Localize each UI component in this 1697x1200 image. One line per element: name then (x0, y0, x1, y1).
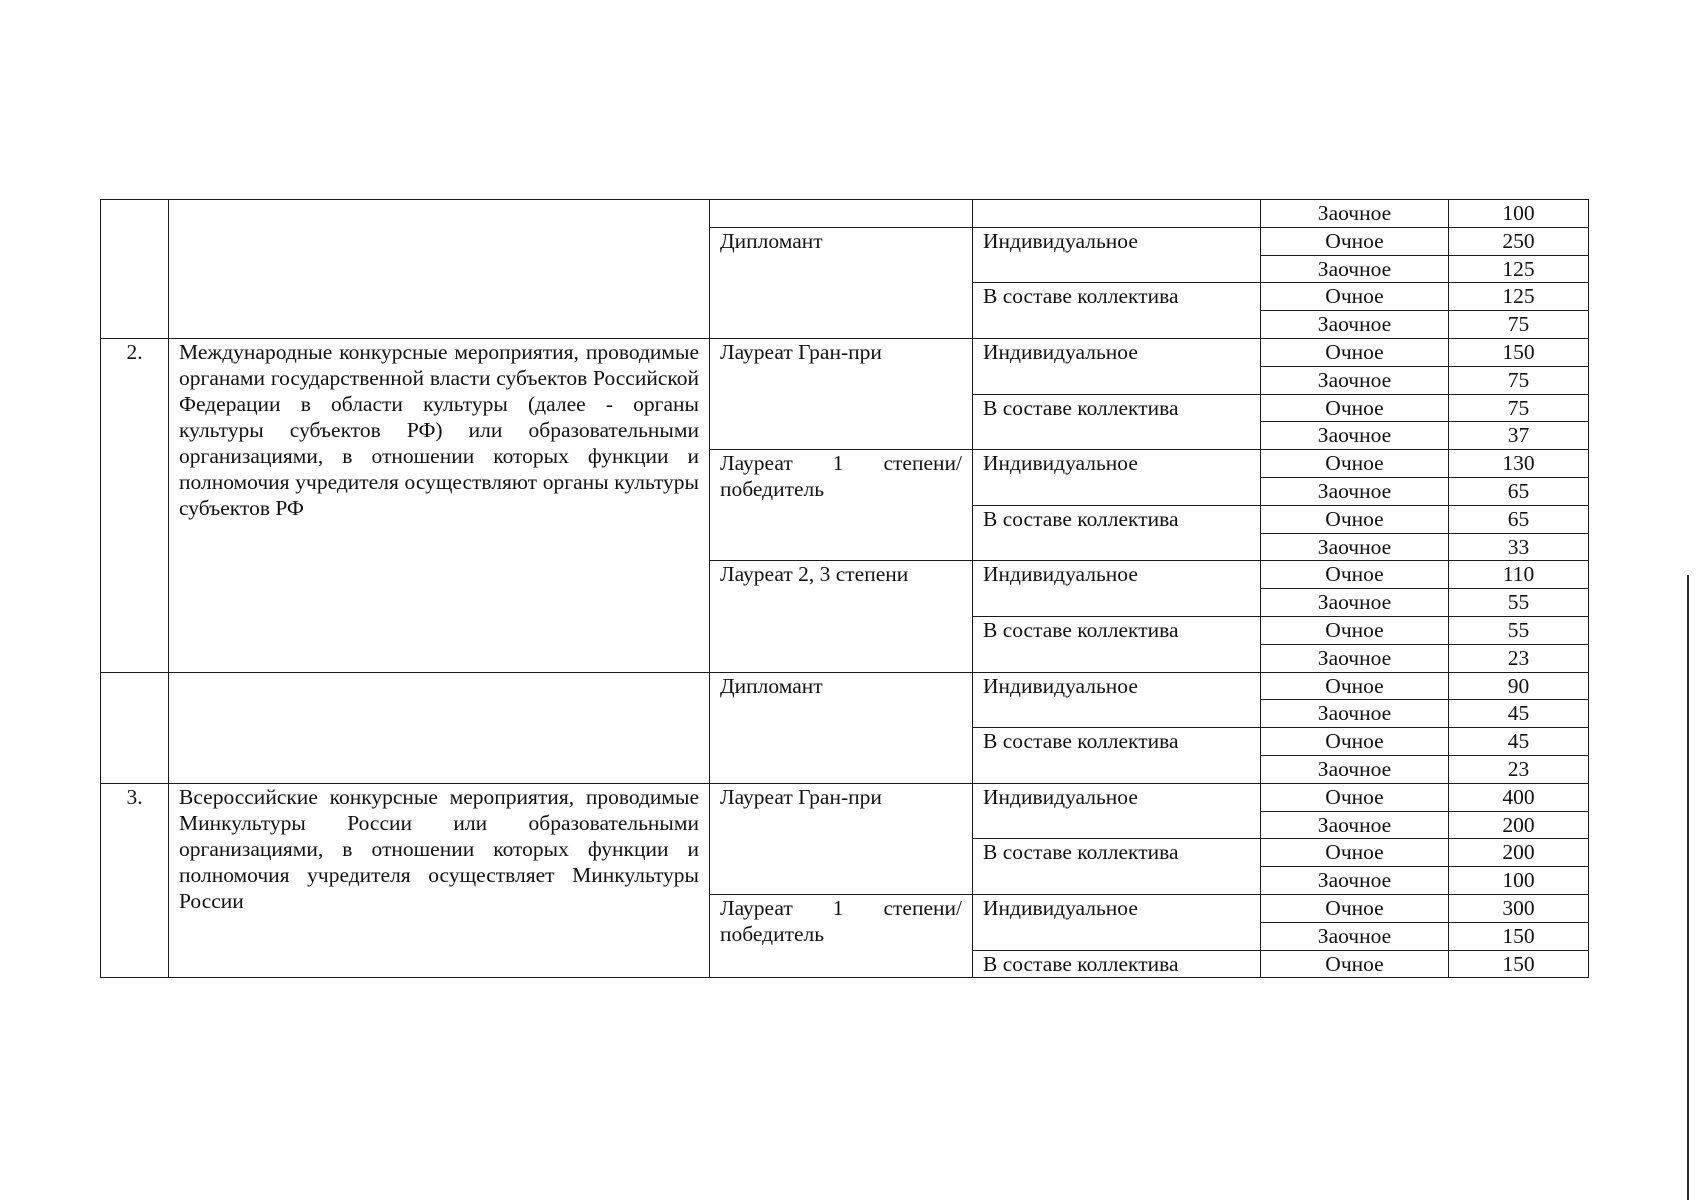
award-line-2: победитель (720, 477, 825, 502)
form-cell: Заочное (1261, 533, 1449, 561)
participation-cell: Индивидуальное (973, 783, 1261, 839)
table-row (101, 783, 1589, 811)
participation-cell: В составе коллектива (973, 950, 1261, 978)
value-cell: 65 (1449, 505, 1589, 533)
form-cell: Очное (1261, 728, 1449, 756)
form-cell: Заочное (1261, 477, 1449, 505)
form-cell: Очное (1261, 450, 1449, 478)
section-number-cell: 3. (101, 783, 169, 978)
award-line-1 (720, 895, 962, 921)
value-cell: 45 (1449, 728, 1589, 756)
form-cell: Заочное (1261, 311, 1449, 339)
value-cell: 250 (1449, 227, 1589, 255)
table-row (101, 200, 1589, 228)
form-cell: Очное (1261, 338, 1449, 366)
award-word: степени/ (883, 451, 962, 476)
value-cell: 130 (1449, 450, 1589, 478)
form-cell: Очное (1261, 616, 1449, 644)
value-cell: 55 (1449, 589, 1589, 617)
form-cell: Заочное (1261, 867, 1449, 895)
form-cell: Очное (1261, 783, 1449, 811)
form-cell: Очное (1261, 839, 1449, 867)
value-cell: 125 (1449, 255, 1589, 283)
award-cell (710, 200, 973, 228)
award-cell: Лауреат 2, 3 степени (710, 561, 973, 672)
table-row (101, 672, 1589, 700)
participation-cell: В составе коллектива (973, 394, 1261, 450)
form-cell: Очное (1261, 394, 1449, 422)
value-cell: 100 (1449, 867, 1589, 895)
award-cell (710, 450, 973, 561)
form-cell: Очное (1261, 672, 1449, 700)
participation-cell: Индивидуальное (973, 894, 1261, 950)
value-cell: 200 (1449, 811, 1589, 839)
section-title-cell (169, 672, 710, 783)
participation-cell: Индивидуальное (973, 672, 1261, 728)
value-cell: 110 (1449, 561, 1589, 589)
form-cell: Заочное (1261, 589, 1449, 617)
section-number-cell (101, 200, 169, 339)
participation-cell: В составе коллектива (973, 616, 1261, 672)
value-cell: 23 (1449, 644, 1589, 672)
value-cell: 200 (1449, 839, 1589, 867)
form-cell: Заочное (1261, 366, 1449, 394)
award-cell: Лауреат Гран-при (710, 338, 973, 449)
form-cell: Заочное (1261, 755, 1449, 783)
award-word: 1 (832, 451, 844, 476)
form-cell: Заочное (1261, 422, 1449, 450)
value-cell: 37 (1449, 422, 1589, 450)
value-cell: 150 (1449, 950, 1589, 978)
participation-cell: Индивидуальное (973, 227, 1261, 283)
value-cell: 65 (1449, 477, 1589, 505)
participation-cell: В составе коллектива (973, 728, 1261, 784)
form-cell: Очное (1261, 227, 1449, 255)
form-cell: Заочное (1261, 811, 1449, 839)
award-cell: Дипломант (710, 227, 973, 338)
award-cell: Лауреат Гран-при (710, 783, 973, 894)
form-cell: Очное (1261, 283, 1449, 311)
value-cell: 400 (1449, 783, 1589, 811)
award-word: степени/ (883, 895, 962, 920)
award-line-1 (720, 450, 962, 476)
award-line-2: победитель (720, 921, 825, 946)
form-cell: Очное (1261, 505, 1449, 533)
form-cell: Очное (1261, 894, 1449, 922)
value-cell: 125 (1449, 283, 1589, 311)
form-cell: Заочное (1261, 922, 1449, 950)
award-word: Лауреат (720, 451, 793, 476)
participation-cell: Индивидуальное (973, 450, 1261, 506)
section-number-cell: 2. (101, 338, 169, 672)
table-row (101, 338, 1589, 366)
value-cell: 23 (1449, 755, 1589, 783)
value-cell: 55 (1449, 616, 1589, 644)
form-cell: Заочное (1261, 644, 1449, 672)
value-cell: 150 (1449, 922, 1589, 950)
participation-cell: Индивидуальное (973, 561, 1261, 617)
section-number-cell (101, 672, 169, 783)
payment-table (100, 199, 1589, 978)
value-cell: 300 (1449, 894, 1589, 922)
section-title-cell (169, 200, 710, 339)
award-cell: Дипломант (710, 672, 973, 783)
scan-edge-line (1687, 575, 1689, 1200)
value-cell: 33 (1449, 533, 1589, 561)
participation-cell: В составе коллектива (973, 283, 1261, 339)
value-cell: 150 (1449, 338, 1589, 366)
form-cell: Очное (1261, 561, 1449, 589)
form-cell: Заочное (1261, 700, 1449, 728)
value-cell: 75 (1449, 311, 1589, 339)
form-cell: Заочное (1261, 200, 1449, 228)
form-cell: Заочное (1261, 255, 1449, 283)
value-cell: 75 (1449, 394, 1589, 422)
value-cell: 75 (1449, 366, 1589, 394)
form-cell: Очное (1261, 950, 1449, 978)
award-word: Лауреат (720, 895, 793, 920)
participation-cell: В составе коллектива (973, 839, 1261, 895)
section-title-cell: Всероссийские конкурсные мероприятия, проводимые Минкультуры России или образовательными организациями, в отношении которых функции и полномочия учредителя осуществляет Минкультуры России (169, 783, 710, 978)
section-title-cell: Международные конкурсные мероприятия, проводимые органами государственной власти субъектов Российской Федерации в области культуры (далее - органы культуры субъектов РФ) или образовательными организациями, в отношении которых функции и полномочия учредителя осуществляют органы культуры субъектов РФ (169, 338, 710, 672)
award-cell (710, 894, 973, 977)
award-word: 1 (832, 895, 844, 920)
participation-cell (973, 200, 1261, 228)
value-cell: 90 (1449, 672, 1589, 700)
participation-cell: В составе коллектива (973, 505, 1261, 561)
value-cell: 45 (1449, 700, 1589, 728)
value-cell: 100 (1449, 200, 1589, 228)
participation-cell: Индивидуальное (973, 338, 1261, 394)
